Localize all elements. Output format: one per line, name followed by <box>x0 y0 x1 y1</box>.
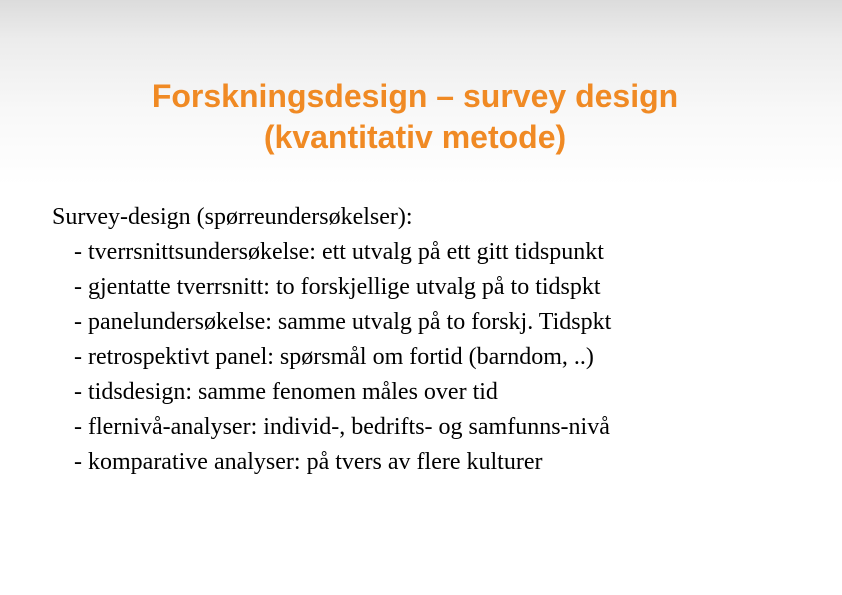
list-item: - gjentatte tverrsnitt: to forskjellige utvalg på to tidspkt <box>74 274 601 300</box>
list-item: - flernivå-analyser: individ-, bedrifts- og samfunns-nivå <box>74 414 610 440</box>
title-line-2: (kvantitativ metode) <box>263 119 567 155</box>
list-item: - retrospektivt panel: spørsmål om fortid (barndom, ..) <box>74 344 594 370</box>
title-line-1: Forskningsdesign – survey design <box>151 78 679 114</box>
list-item: - tidsdesign: samme fenomen måles over tid <box>74 379 498 405</box>
list-item: - komparative analyser: på tvers av flere kulturer <box>74 449 543 475</box>
slide-body <box>52 200 832 480</box>
intro-text: Survey-design (spørreundersøkelser): <box>52 204 413 230</box>
list-item: - panelundersøkelse: samme utvalg på to forskj. Tidspkt <box>74 309 612 335</box>
list-item: - tverrsnittsundersøkelse: ett utvalg på ett gitt tidspunkt <box>74 239 604 265</box>
slide-title <box>0 76 830 158</box>
